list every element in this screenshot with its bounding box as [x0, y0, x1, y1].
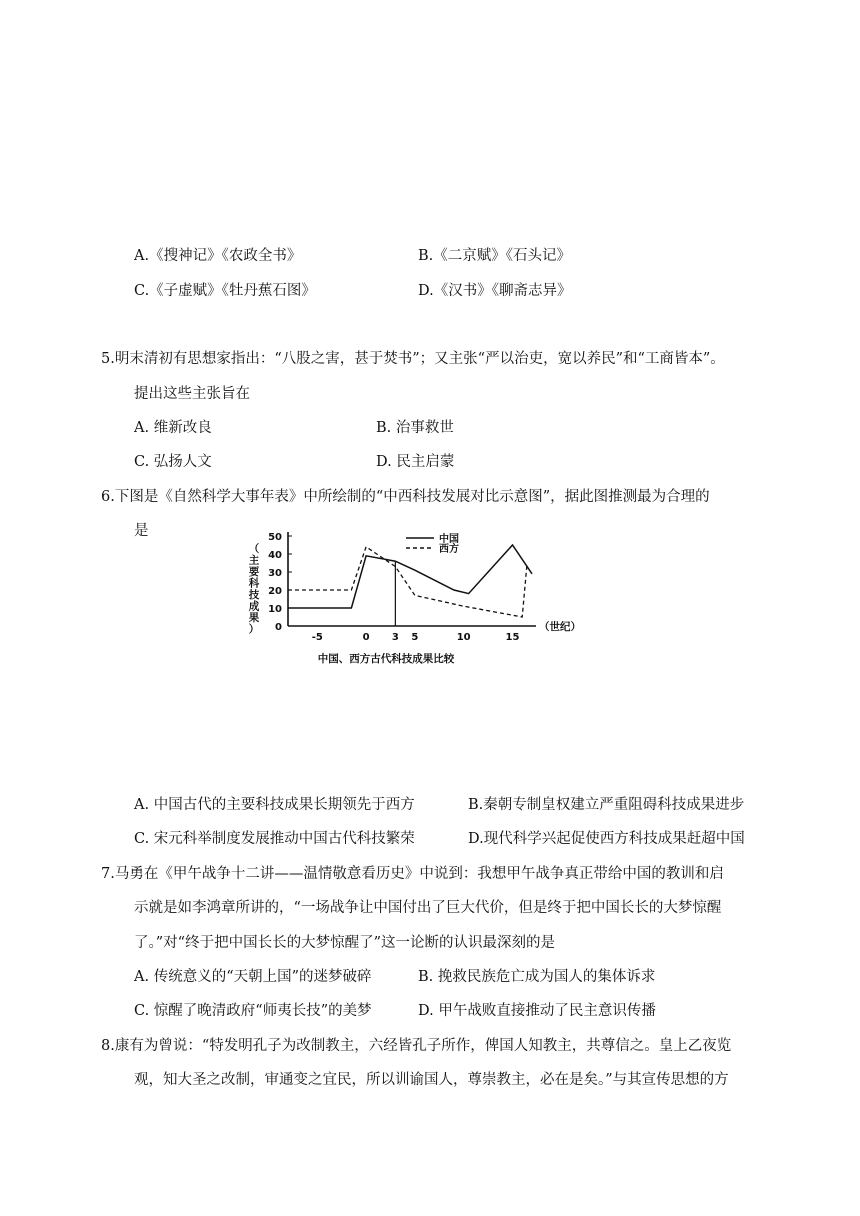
q7-stem-line-1: 7.马勇在《甲午战争十二讲——温情敬意看历史》中说到：我想甲午战争真正带给中国的教训和启 — [101, 866, 724, 882]
q5-stem-line-2: 提出这些主张旨在 — [134, 386, 250, 402]
q8-stem-line-2: 观，知大圣之改制，审通变之宜民，所以训谕国人，尊崇教主，必在是矣。”与其宣传思想的方 — [134, 1072, 729, 1088]
q6-option-b: B.秦朝专制皇权建立严重阻碍科技成果进步 — [468, 797, 745, 813]
q4-option-c: C.《子虚赋》《牡丹蕉石图》 — [134, 283, 316, 299]
q6-option-d: D.现代科学兴起促使西方科技成果赶超中国 — [468, 831, 745, 847]
y-tick-label: 20 — [268, 586, 282, 597]
q6-option-a: A. 中国古代的主要科技成果长期领先于西方 — [134, 797, 415, 813]
x-tick-label: 5 — [411, 632, 419, 643]
legend-label: 西方 — [439, 544, 459, 555]
q6-stem-line-2: 是 — [134, 523, 149, 539]
series-line-china — [288, 545, 532, 608]
q4-option-d: D.《汉书》《聊斋志异》 — [418, 283, 572, 299]
x-tick-label: 0 — [362, 632, 370, 643]
q5-option-c: C. 弘扬人文 — [134, 454, 212, 470]
q8-stem-line-1: 8.康有为曾说：“特发明孔子为改制教主，六经皆孔子所作，俾国人知教主，共尊信之。皇上乙夜览 — [101, 1038, 732, 1054]
y-tick-label: 0 — [275, 622, 282, 633]
q6-stem-line-1: 6.下图是《自然科学大事年表》中所绘制的“中西科技发展对比示意图”，据此图推测最为合理的 — [101, 489, 710, 505]
science-comparison-chart — [236, 526, 596, 672]
q5-option-a: A. 维新改良 — [134, 420, 212, 436]
legend-label: 中国 — [439, 534, 459, 545]
q4-option-a: A.《搜神记》《农政全书》 — [134, 248, 302, 264]
series-line-west — [288, 547, 527, 617]
q7-option-a: A. 传统意义的“天朝上国”的迷梦破碎 — [134, 969, 372, 985]
x-tick-label: 3 — [391, 632, 399, 643]
q7-stem-line-2: 示就是如李鸿章所讲的，“一场战争让中国付出了巨大代价，但是终于把中国长长的大梦惊醒 — [134, 900, 722, 916]
q7-option-c: C. 惊醒了晚清政府“师夷长技”的美梦 — [134, 1003, 372, 1019]
x-axis-label: （世纪） — [539, 621, 581, 633]
y-tick-label: 50 — [268, 532, 282, 543]
y-tick-label: 40 — [268, 550, 282, 561]
chart-title: 中国、西方古代科技成果比较 — [317, 653, 455, 665]
x-tick-label: 15 — [505, 632, 520, 643]
q7-option-b: B. 挽救民族危亡成为国人的集体诉求 — [418, 969, 656, 985]
x-tick-label: -5 — [311, 632, 323, 643]
y-tick-label: 30 — [268, 568, 282, 579]
q5-option-b: B. 治事救世 — [376, 420, 454, 436]
q5-option-d: D. 民主启蒙 — [376, 454, 455, 470]
y-axis-label: （主要科技成果） — [248, 543, 260, 636]
q5-stem-line-1: 5.明末清初有思想家指出：“八股之害，甚于焚书”；又主张“严以治吏，宽以养民”和“工商皆本”。 — [101, 351, 725, 367]
q4-option-b: B.《二京赋》《石头记》 — [418, 248, 572, 264]
q6-option-c: C. 宋元科举制度发展推动中国古代科技繁荣 — [134, 831, 415, 847]
q7-stem-line-3: 了。”对“终于把中国长长的大梦惊醒了”这一论断的认识最深刻的是 — [134, 935, 555, 951]
y-tick-label: 10 — [268, 604, 282, 615]
q7-option-d: D. 甲午战败直接推动了民主意识传播 — [418, 1003, 656, 1019]
x-tick-label: 10 — [456, 632, 471, 643]
